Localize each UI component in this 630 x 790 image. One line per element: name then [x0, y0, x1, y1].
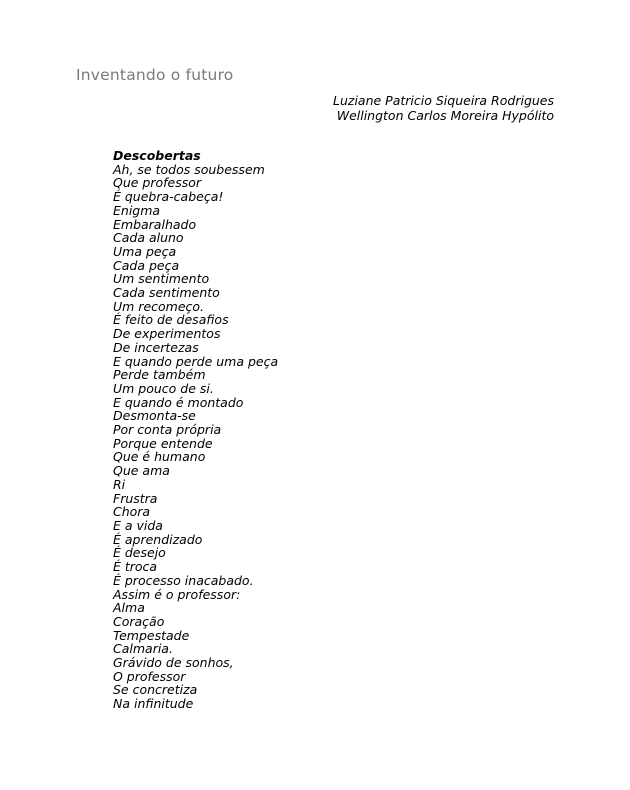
- poem-line: Que professor: [113, 175, 202, 191]
- poem-line: Ah, se todos soubessem: [113, 161, 265, 177]
- section-title: Inventando o futuro: [76, 66, 234, 84]
- poem-lines: [113, 163, 278, 711]
- poem-line: Embaralhado: [113, 216, 197, 232]
- poem-line: Um recomeço.: [113, 298, 205, 314]
- poem-line: Assim é o professor:: [113, 586, 241, 602]
- poem-line: Que ama: [113, 463, 170, 479]
- poem-line: E a vida: [113, 517, 163, 533]
- poem-line: Um sentimento: [113, 271, 210, 287]
- poem-line: Alma: [113, 600, 145, 616]
- poem-line: De experimentos: [113, 326, 221, 342]
- poem-line: Se concretiza: [113, 682, 198, 698]
- poem-line: Enigma: [113, 202, 161, 218]
- poem-line: Perde também: [113, 367, 206, 383]
- poem-line: Que é humano: [113, 449, 206, 465]
- poem-line: Na infinitude: [113, 696, 194, 712]
- poem-line: Coração: [113, 613, 165, 629]
- poem-line: Uma peça: [113, 243, 177, 259]
- poem-line: Cada sentimento: [113, 285, 220, 301]
- author-name: Luziane Patricio Siqueira Rodrigues: [333, 93, 554, 108]
- poem-line: É desejo: [113, 545, 166, 561]
- poem-line: De incertezas: [113, 339, 199, 355]
- poem-line: Cada aluno: [113, 230, 184, 246]
- poem-line: E quando perde uma peça: [113, 353, 279, 369]
- poem-line: Desmonta-se: [113, 408, 196, 424]
- poem-title: Descobertas: [113, 148, 201, 163]
- poem-line: Grávido de sonhos,: [113, 655, 234, 671]
- poem-line: É aprendizado: [113, 531, 203, 547]
- poem-line: Ri: [113, 476, 126, 492]
- poem-line: O professor: [113, 668, 186, 684]
- author-list: [333, 93, 554, 123]
- poem-line: É quebra-cabeça!: [113, 189, 224, 205]
- poem-line: Porque entende: [113, 435, 213, 451]
- poem-line: É feito de desafios: [113, 312, 229, 328]
- poem-line: Frustra: [113, 490, 158, 506]
- poem-line: É troca: [113, 559, 158, 575]
- poem-line: Tempestade: [113, 627, 190, 643]
- poem-line: Cada peça: [113, 257, 180, 273]
- author-name: Wellington Carlos Moreira Hypólito: [336, 108, 554, 123]
- poem-line: E quando é montado: [113, 394, 244, 410]
- poem-line: Chora: [113, 504, 151, 520]
- poem-line: É processo inacabado.: [113, 572, 254, 588]
- poem-line: Por conta própria: [113, 422, 222, 438]
- poem: [113, 149, 278, 711]
- poem-line: Um pouco de si.: [113, 380, 214, 396]
- poem-line: Calmaria.: [113, 641, 173, 657]
